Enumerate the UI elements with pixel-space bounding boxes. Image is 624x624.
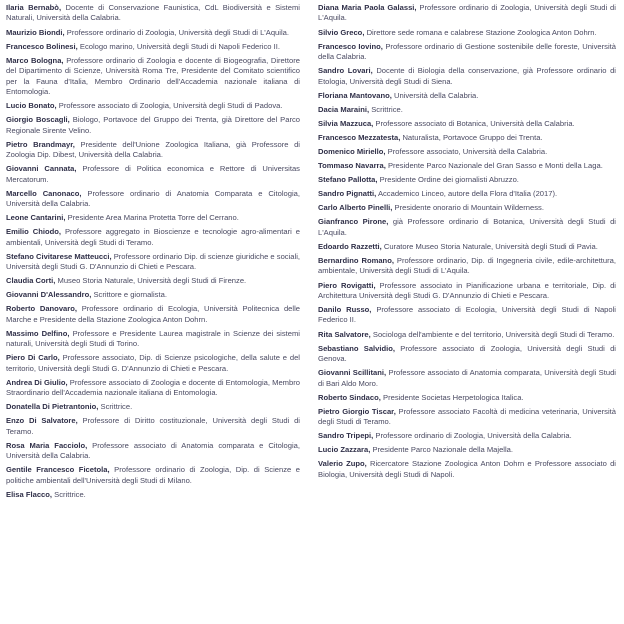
signatory-name: Giovanni D'Alessandro, <box>6 290 92 300</box>
signatory-name: Floriana Mantovano, <box>318 90 392 100</box>
signatory-name: Marcello Canonaco, <box>6 188 82 198</box>
signatory-affiliation: Professore aggregato in Bioscienze e tecnologie agro-alimentari e ambientali, Università degli Studi di Teramo. <box>6 227 300 247</box>
signatory-entry <box>6 42 300 52</box>
signatory-name: Dacia Maraini, <box>318 104 370 114</box>
signatory-affiliation: Museo Storia Naturale, Università degli Studi di Firenze. <box>57 276 247 286</box>
signatory-entry <box>6 416 300 437</box>
signatory-name: Danilo Russo, <box>318 305 372 315</box>
signatory-affiliation: Accademico Linceo, autore della Flora d'Italia (2017). <box>377 189 558 199</box>
signatory-entry <box>318 147 616 157</box>
signatory-name: Tommaso Navarra, <box>318 161 386 171</box>
signatory-entry <box>6 353 300 374</box>
signatory-affiliation: Professore ordinario di Zoologia, Università degli Studi di L'Aquila. <box>66 27 289 37</box>
signatory-affiliation: Professore ordinario di Ecologia, Università Politecnica delle Marche e Presidente della Stazione Zoologica Anton Dohrn. <box>6 304 300 324</box>
signatory-name: Silvia Mazzuca, <box>318 118 374 128</box>
signatory-affiliation: Professore ordinario di Zoologia e docente di Biogeografia, Direttore del Dipartimento di Scienze, Università Roma Tre, Presidente del Comitato scientifico per la Fauna d'Italia, Membro Ordinario dell'Accademia nazionale italiana di Entomologia. <box>6 55 300 96</box>
signatory-name: Gentile Francesco Ficetola, <box>6 465 110 475</box>
signatory-affiliation: Professore di Diritto costituzionale, Università degli Studi di Teramo. <box>6 416 300 436</box>
signatory-entry <box>318 407 616 428</box>
signatory-entry <box>318 28 616 38</box>
signatory-entry <box>6 28 300 38</box>
signatory-entry <box>318 242 616 252</box>
signatory-entry <box>318 393 616 403</box>
signatory-name: Bernardino Romano, <box>318 256 394 266</box>
signatory-entry <box>318 459 616 480</box>
signatory-entry <box>318 368 616 389</box>
signatory-entry <box>318 161 616 171</box>
signatory-name: Leone Cantarini, <box>6 213 66 223</box>
signatory-entry <box>318 42 616 63</box>
signatory-affiliation: Docente di Biologia della conservazione, già Professore ordinario di Etologia, Università degli Studi di Siena. <box>318 66 616 86</box>
signatory-affiliation: Professore associato, Università della Calabria. <box>387 146 548 156</box>
signatory-affiliation: Professore associato di Botanica, Università della Calabria. <box>375 118 575 128</box>
signatory-entry <box>318 330 616 340</box>
signatory-affiliation: Scrittrice. <box>100 402 133 412</box>
signatory-name: Francesco Mezzatesta, <box>318 132 401 142</box>
signatory-entry <box>6 304 300 325</box>
signatory-entry <box>6 290 300 300</box>
signatory-name: Sandro Lovari, <box>318 66 373 76</box>
signatory-name: Rita Salvatore, <box>318 329 371 339</box>
signatory-affiliation: Presidente Societas Herpetologica Italica. <box>383 392 524 402</box>
signatory-affiliation: Professore associato in Pianificazione urbana e territoriale, Dip. di Architettura Università degli Studi G. D'Annunzio di Chieti e Pescara. <box>318 280 616 300</box>
signatory-affiliation: Scrittrice. <box>54 489 86 499</box>
signatory-name: Elisa Flacco, <box>6 489 53 499</box>
signatory-affiliation: Scrittore e giornalista. <box>93 290 167 300</box>
signatory-name: Andrea Di Giulio, <box>6 377 68 387</box>
signatory-affiliation: Presidente onorario di Mountain Wilderness. <box>394 203 544 213</box>
signatory-entry <box>318 203 616 213</box>
signatory-affiliation: Presidente Parco Nazionale del Gran Sasso e Monti della Laga. <box>387 161 603 171</box>
signatory-entry <box>318 189 616 199</box>
signatory-name: Massimo Delfino, <box>6 328 70 338</box>
signatory-affiliation: Professore associato di Zoologia e docente di Entomologia, Membro Straordinario dell'Accademia nazionale italiana di Entomologia. <box>6 377 300 398</box>
signatory-name: Diana Maria Paola Galassi, <box>318 3 417 12</box>
signatory-entry <box>6 378 300 399</box>
signatory-affiliation: Professore ordinario di Zoologia, Dip. di Scienze e politiche ambientali dell'Università degli Studi di Milano. <box>6 465 300 485</box>
signatory-affiliation: Presidente Ordine dei giornalisti Abruzzo. <box>379 175 519 185</box>
signatory-name: Donatella Di Pietrantonio, <box>6 402 99 412</box>
signatory-affiliation: Presidente dell'Unione Zoologica Italiana, già Professore di Zoologia Dip. Dibest, Università della Calabria. <box>6 139 300 159</box>
signatory-affiliation: Professore ordinario, Dip. di Ingegneria civile, edile-architettura, ambientale, Università degli Studi di L'Aquila. <box>318 256 616 276</box>
signatory-name: Pietro Giorgio Tiscar, <box>318 406 396 416</box>
signatory-name: Francesco Bolinesi, <box>6 41 78 51</box>
signatory-entry <box>318 119 616 129</box>
signatory-entry <box>318 344 616 365</box>
signatory-name: Piero Rovigatti, <box>318 280 376 290</box>
signatory-affiliation: Biologo, Portavoce del Gruppo dei Trenta, già Direttore del Parco Regionale Sirente Velino. <box>6 115 300 135</box>
signatory-entry <box>318 91 616 101</box>
signatory-affiliation: Presidente Area Marina Protetta Torre del Cerrano. <box>67 213 239 223</box>
signatory-entry <box>6 329 300 350</box>
signatory-entry <box>318 431 616 441</box>
signatory-name: Carlo Alberto Pinelli, <box>318 203 393 213</box>
signatory-affiliation: Docente di Conservazione Faunistica, CdL Biodiversità e Sistemi Naturali, Università della Calabria. <box>6 3 300 23</box>
signatory-entry <box>318 256 616 277</box>
signatory-entry <box>6 101 300 111</box>
signatory-name: Lucio Zazzara, <box>318 445 371 455</box>
signatory-name: Edoardo Razzetti, <box>318 241 382 251</box>
signatory-name: Silvio Greco, <box>318 27 365 37</box>
signatory-affiliation: Curatore Museo Storia Naturale, Università degli Studi di Pavia. <box>383 241 598 251</box>
signatory-name: Giovanni Cannata, <box>6 164 77 174</box>
signatory-affiliation: Direttore sede romana e calabrese Stazione Zoologica Anton Dohrn. <box>366 27 597 37</box>
signatory-affiliation: Scrittrice. <box>371 104 403 114</box>
signatory-name: Francesco Iovino, <box>318 41 383 51</box>
signatory-name: Marco Bologna, <box>6 55 64 65</box>
signatory-entry <box>6 441 300 462</box>
signatory-entry <box>6 227 300 248</box>
signatory-name: Domenico Miriello, <box>318 146 386 156</box>
signatory-entry <box>6 3 300 24</box>
signatory-name: Giorgio Boscagli, <box>6 115 70 125</box>
signatory-affiliation: Professore ordinario di Anatomia Comparata e Citologia, Università della Calabria. <box>6 188 300 208</box>
signatory-entry <box>6 490 300 500</box>
signatory-name: Stefano Pallotta, <box>318 175 378 185</box>
signatory-name: Claudia Corti, <box>6 276 56 286</box>
signatory-name: Sandro Tripepi, <box>318 431 374 441</box>
signatory-name: Ilaria Bernabò, <box>6 3 62 12</box>
signatory-affiliation: Professore associato di Zoologia, Università degli Studi di Padova. <box>58 101 283 110</box>
signatory-name: Roberto Danovaro, <box>6 304 77 314</box>
signatory-name: Sebastiano Salvidio, <box>318 343 395 353</box>
signatory-entry <box>318 281 616 302</box>
signatory-affiliation: Professore associato di Anatomia comparata, Università degli Studi di Bari Aldo Moro. <box>318 368 616 388</box>
signatory-entry <box>6 276 300 286</box>
signatory-entry <box>6 252 300 273</box>
signatory-affiliation: Ecologo marino, Università degli Studi di Napoli Federico II. <box>79 41 280 51</box>
signatory-entry <box>318 175 616 185</box>
signatory-affiliation: Naturalista, Portavoce Gruppo dei Trenta. <box>402 132 543 142</box>
signatory-name: Roberto Sindaco, <box>318 392 381 402</box>
signatory-affiliation: Professore associato Facoltà di medicina veterinaria, Università degli Studi di Teramo. <box>318 406 616 427</box>
signatory-entry <box>6 140 300 161</box>
signatory-entry <box>6 213 300 223</box>
signatory-entry <box>6 465 300 486</box>
signatory-name: Lucio Bonato, <box>6 101 57 110</box>
signatory-affiliation: Professore ordinario di Zoologia, Università degli Studi di L'Aquila. <box>318 3 616 23</box>
signatory-affiliation: Professore e Presidente Laurea magistrale in Scienze dei sistemi naturali, Università degli Studi di Torino. <box>6 328 300 349</box>
signatory-affiliation: già Professore ordinario di Botanica, Università degli Studi di L'Aquila. <box>318 217 616 237</box>
signatory-name: Emilio Chiodo, <box>6 227 62 237</box>
right-column <box>318 3 616 484</box>
signatory-affiliation: Sociologa dell'ambiente e del territorio, Università degli Studi di Teramo. <box>372 329 615 339</box>
signatory-affiliation: Professore associato di Anatomia comparata e Citologia, Università della Calabria. <box>6 440 300 461</box>
signatory-entry <box>318 66 616 87</box>
signatory-entry <box>318 133 616 143</box>
signatory-affiliation: Professore di Politica economica e Rettore di Universitas Mercatorum. <box>6 164 300 184</box>
signatory-affiliation: Università della Calabria. <box>393 90 479 100</box>
signatory-entry <box>318 3 616 24</box>
signatory-name: Gianfranco Pirone, <box>318 217 389 227</box>
signatory-affiliation: Professore associato di Zoologia, Università degli Studi di Genova. <box>318 343 616 364</box>
signatory-entry <box>6 115 300 136</box>
signatory-name: Stefano Civitarese Matteucci, <box>6 251 112 261</box>
signatory-affiliation: Ricercatore Stazione Zoologica Anton Dohrn e Professore associato di Biologia, Università degli Studi di Napoli. <box>318 459 616 479</box>
signatory-affiliation: Professore ordinario Dip. di scienze giuridiche e sociali, Università degli Studi G. D'Annunzio di Chieti e Pescara. <box>6 251 300 272</box>
signatory-name: Pietro Brandmayr, <box>6 139 75 149</box>
signatory-affiliation: Professore ordinario di Zoologia, Università della Calabria. <box>375 431 572 441</box>
signatory-entry <box>318 305 616 326</box>
signatory-name: Maurizio Biondi, <box>6 27 65 37</box>
signatory-name: Giovanni Scillitani, <box>318 368 387 378</box>
signatory-entry <box>318 217 616 238</box>
signatory-entry <box>6 164 300 185</box>
signatory-name: Valerio Zupo, <box>318 459 367 469</box>
signatory-affiliation: Presidente Parco Nazionale della Majella. <box>372 445 514 455</box>
signatory-affiliation: Professore associato di Ecologia, Università degli Studi di Napoli Federico II. <box>318 305 616 325</box>
signatory-entry <box>318 445 616 455</box>
signatory-entry <box>6 402 300 412</box>
signatory-entry <box>6 189 300 210</box>
left-column <box>6 3 300 504</box>
signatory-name: Piero Di Carlo, <box>6 353 60 363</box>
signatory-name: Sandro Pignatti, <box>318 189 377 199</box>
signatory-name: Enzo Di Salvatore, <box>6 416 78 426</box>
signatory-affiliation: Professore ordinario di Gestione sostenibile delle foreste, Università della Calabria. <box>318 41 616 61</box>
signatory-entry <box>6 56 300 98</box>
signatory-name: Rosa Maria Facciolo, <box>6 440 88 450</box>
signatory-affiliation: Professore associato, Dip. di Scienze psicologiche, della salute e del territorio, Università degli Studi G. D'Annunzio di Chieti e Pescara. <box>6 353 300 373</box>
signatory-entry <box>318 105 616 115</box>
